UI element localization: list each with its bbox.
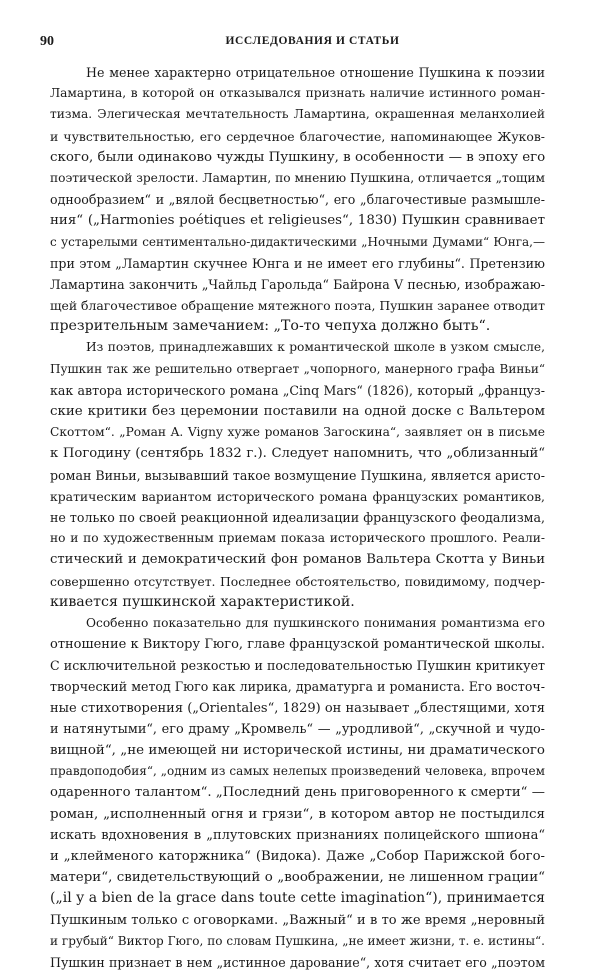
text-line: при этом „Ламартин скучнее Юнга и не имеет его глубины“. Претензию	[50, 255, 545, 271]
text-line: но и по художественным приемам показа исторического прошлого. Реали-	[50, 531, 545, 546]
text-line: творческий метод Гюго как лирика, драматурга и романиста. Его восточ-	[50, 679, 545, 695]
text-line: роман Виньи, вызывавший такое возмущение Пушкина, является аристо-	[50, 467, 545, 483]
text-line: однообразием“ и „вялой бесцветностью“, его „благочестивые размышле-	[50, 192, 545, 208]
text-line: Ламартина, в которой он отказывался признать наличие истинного роман-	[50, 86, 545, 101]
text-line: к Погодину (сентябрь 1832 г.). Следует напомнить, что „облизанный“	[50, 446, 545, 462]
text-line: ные стихотворения („Orientales“, 1829) он называет „блестящими, хотя	[50, 700, 545, 716]
text-line: и чувствительностью, его сердечное благочестие, напоминающее Жуков-	[50, 128, 545, 144]
text-line: и натянутыми“, его драму „Кромвель“ — „уродливой“, „скучной и чудо-	[50, 721, 545, 737]
text-line: с устарелыми сентиментально-дидактическими „Ночными Думами“ Юнга,—	[50, 234, 545, 249]
text-line: кратическим вариантом исторического романа французских романтиков,	[50, 488, 545, 504]
text-line: Особенно показательно для пушкинского понимания романтизма его	[86, 615, 545, 630]
text-line: Не менее характерно отрицательное отношение Пушкина к поэзии	[86, 65, 545, 80]
text-line: и „клейменого каторжника“ (Видока). Даже „Собор Парижской бого-	[50, 848, 545, 864]
text-line: не только по своей реакционной идеализации французского феодализма,	[50, 509, 545, 525]
text-line: одаренного талантом“. „Последний день приговоренного к смерти“ —	[50, 785, 545, 801]
text-line: ния“ („Harmonies poétiques et religieuses“, 1830) Пушкин сравнивает	[50, 213, 545, 229]
text-line: вищной“, „не имеющей ни исторической истины, ни драматического	[50, 743, 545, 758]
text-line: как автора исторического романа „Cinq Mars“ (1826), который „француз-	[50, 382, 545, 398]
text-line: Скоттом“. „Роман A. Vigny хуже романов Загоскина“, заявляет он в письме	[50, 425, 545, 440]
text-line: („il y a bien de la grace dans toute cette imagination“), принимается	[50, 890, 545, 907]
page-number: 90	[40, 34, 54, 49]
text-line: матери“, свидетельствующий о „воображении, не лишенном грации“	[50, 870, 545, 886]
text-line: роман, „исполненный огня и грязи“, в котором автор не постыдился	[50, 806, 545, 822]
text-line: совершенно отсутствует. Последнее обстоятельство, повидимому, подчер-	[50, 573, 545, 589]
text-line: правдоподобия“, „одним из самых нелепых произведений человека, впрочем	[50, 764, 545, 779]
text-line: ского, были одинаково чужды Пушкину, в особенности — в эпоху его	[50, 149, 546, 165]
text-line: Пушкиным только с оговорками. „Важный“ и в то же время „неровный	[50, 912, 545, 928]
text-line: ские критики без церемонии поставили на одной доске с Вальтером	[50, 404, 545, 419]
text-line: отношение к Виктору Гюго, главе французской романтической школы.	[50, 637, 545, 653]
text-line: поэтической зрелости. Ламартин, по мнению Пушкина, отличается „тощим	[50, 170, 545, 185]
text-line: искать вдохновения в „плутовских признаниях полицейского шпиона“	[50, 827, 545, 843]
text-line: стический и демократический фон романов Вальтера Скотта у Виньи	[50, 552, 545, 568]
running-title: ИССЛЕДОВАНИЯ И СТАТЬИ	[225, 35, 400, 47]
text-line: Пушкин так же решительно отвергает „чопорного, манерного графа Виньи“	[50, 361, 545, 376]
text-line: тизма. Элегическая мечтательность Ламартина, окрашенная меланхолией	[50, 107, 545, 122]
body-text	[50, 62, 545, 973]
text-line: и грубый“ Виктор Гюго, по словам Пушкина, „не имеет жизни, т. е. истины“.	[50, 933, 545, 948]
text-line: Пушкин признает в нем „истинное дарование“, хотя считает его „поэтом	[50, 954, 545, 970]
text-line: Из поэтов, принадлежавших к романтической школе в узком смысле,	[86, 340, 545, 355]
text-line: кивается пушкинской характеристикой.	[50, 593, 355, 610]
text-line: Ламартина закончить „Чайльд Гарольда“ Байрона V песнью, изображаю-	[50, 276, 545, 292]
text-line: щей благочестивое обращение мятежного поэта, Пушкин заранее отводит	[50, 298, 545, 314]
text-line: С исключительной резкостью и последовательностью Пушкин критикует	[50, 658, 545, 674]
page-header	[40, 34, 585, 54]
text-line: презрительным замечанием: „То-то чепуха должно быть“.	[50, 318, 491, 335]
